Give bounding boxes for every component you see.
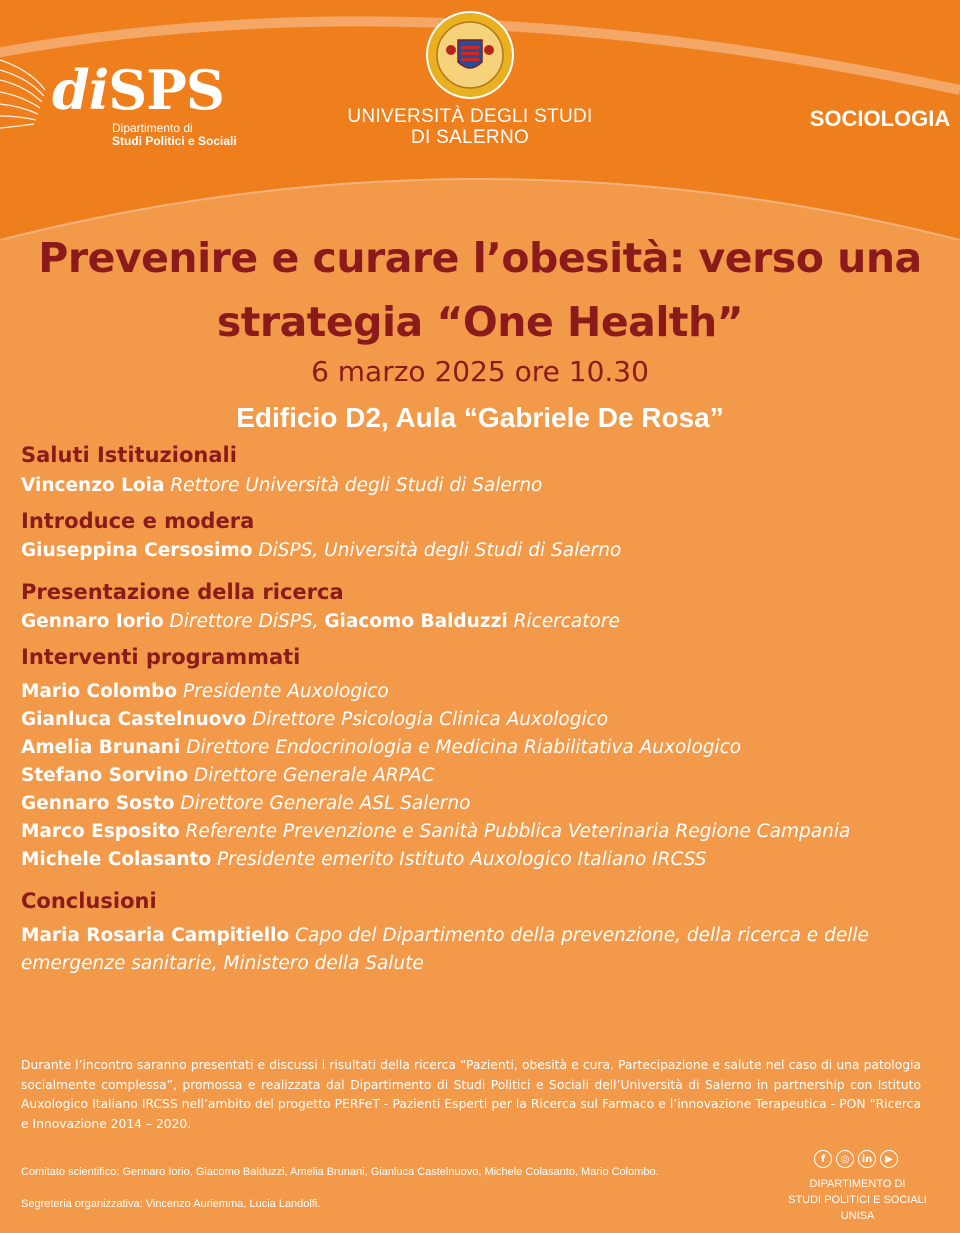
- title-line-1: Prevenire e curare l’obesità: verso una: [38, 234, 922, 282]
- logo-subtitle-1: Dipartimento di: [112, 121, 193, 135]
- conclusioni-line: [21, 925, 869, 946]
- instagram-icon[interactable]: ◎: [836, 1150, 854, 1168]
- dept-line-2: STUDI POLITICI E SOCIALI: [788, 1194, 927, 1206]
- speaker-line: [21, 793, 470, 814]
- logo-sps: SPS: [108, 58, 224, 122]
- speaker-role: Direttore Endocrinologia e Medicina Riabilitativa Auxologico: [186, 737, 742, 758]
- speaker-role: Rettore Università degli Studi di Salerno: [170, 475, 543, 496]
- segreteria-organizzativa: Segreteria organizzativa: Vincenzo Auriemma, Lucia Landolfi.: [21, 1198, 321, 1210]
- research-note: Durante l’incontro saranno presentati e discussi i risultati della ricerca “Pazienti, obesità e cura. Partecipazione e salute nel caso di una patologia socialmente complessa”, promossa e realizzata dal Dipartimento di Studi Politici e Sociali dell’Università di Salerno in partnership con Istituto Auxologico Italiano IRCSS nell’ambito del progetto PERFeT - Pazienti Esperti per la Ricerca sul Farmaco e l’innovazione Terapeutica - PON “Ricerca e Innovazione 2014 – 2020.: [21, 1058, 921, 1131]
- speaker-name: Mario Colombo: [21, 681, 178, 702]
- speaker-role: Referente Prevenzione e Sanità Pubblica Veterinaria Regione Campania: [185, 821, 851, 842]
- speaker-role: Direttore Generale ASL Salerno: [180, 793, 471, 814]
- heading-saluti: Saluti Istituzionali: [21, 443, 237, 467]
- heading-presentazione: Presentazione della ricerca: [21, 580, 344, 604]
- title-line-2: strategia “One Health”: [216, 298, 744, 346]
- speaker-line: [21, 709, 608, 730]
- speaker-role: DiSPS, Università degli Studi di Salerno: [258, 540, 622, 561]
- dept-line-1: DIPARTIMENTO DI: [809, 1178, 906, 1190]
- speaker-name: Gennaro Sosto: [21, 793, 175, 814]
- heading-interventi: Interventi programmati: [21, 645, 301, 669]
- speaker-role: Presidente Auxologico: [182, 681, 389, 702]
- youtube-icon[interactable]: ▶: [880, 1150, 898, 1168]
- speaker-name: Vincenzo Loia: [21, 475, 165, 496]
- speaker-role: Direttore DiSPS,: [169, 611, 319, 632]
- event-date: 6 marzo 2025 ore 10.30: [311, 355, 649, 388]
- speaker-name: Maria Rosaria Campitiello: [21, 925, 290, 946]
- sociologia-label: SOCIOLOGIA: [809, 106, 951, 131]
- speaker-role: Ricercatore: [513, 611, 620, 632]
- speaker-line: [21, 765, 434, 786]
- speaker-role: Direttore Generale ARPAC: [193, 765, 435, 786]
- speaker-line: [21, 849, 707, 870]
- heading-introduce: Introduce e modera: [21, 509, 255, 533]
- university-seal-icon: [425, 10, 515, 100]
- speaker-line: [21, 821, 850, 842]
- event-title: [20, 226, 940, 354]
- conclusioni-line-2: [21, 953, 424, 974]
- logo-subtitle-2: Studi Politici e Sociali: [112, 134, 237, 148]
- speaker-name: Marco Esposito: [21, 821, 180, 842]
- speaker-role: Direttore Psicologia Clinica Auxologico: [252, 709, 609, 730]
- header-banner: [0, 0, 960, 240]
- speaker-role: Capo del Dipartimento della prevenzione, della ricerca e delle: [295, 925, 869, 946]
- presentazione-line: [21, 611, 620, 632]
- speaker-name: Michele Colasanto: [21, 849, 212, 870]
- social-links: [814, 1150, 898, 1168]
- speaker-name: Gennaro Iorio: [21, 611, 164, 632]
- dept-line-3: UNISA: [840, 1210, 875, 1222]
- speaker-name: Stefano Sorvino: [21, 765, 189, 786]
- university-line-1: UNIVERSITÀ DEGLI STUDI: [347, 106, 593, 127]
- speaker-name: Gianluca Castelnuovo: [21, 709, 247, 730]
- speaker-name: Giacomo Balduzzi: [324, 611, 508, 632]
- speaker-name: Giuseppina Cersosimo: [21, 540, 253, 561]
- facebook-icon[interactable]: f: [814, 1150, 832, 1168]
- heading-conclusioni: Conclusioni: [21, 889, 157, 913]
- saluti-line: [21, 475, 542, 496]
- university-line-2: DI SALERNO: [410, 127, 530, 148]
- speaker-line: [21, 681, 389, 702]
- department-footer: [775, 1176, 940, 1224]
- speaker-line: [21, 737, 741, 758]
- linkedin-icon[interactable]: in: [858, 1150, 876, 1168]
- speaker-name: Amelia Brunani: [21, 737, 181, 758]
- university-name: [340, 106, 600, 148]
- event-venue: Edificio D2, Aula “Gabriele De Rosa”: [236, 402, 724, 433]
- speaker-role: Presidente emerito Istituto Auxologico Italiano IRCSS: [217, 849, 707, 870]
- introduce-line: [21, 540, 621, 561]
- logo-di: di: [52, 58, 109, 122]
- disps-logo: [52, 58, 237, 148]
- comitato-scientifico: Comitato scientifico: Gennaro Iorio, Giacomo Balduzzi, Amelia Brunani, Gianluca Castelnuovo, Michele Colasanto, Mario Colombo.: [21, 1166, 659, 1178]
- speaker-role: emergenze sanitarie, Ministero della Salute: [21, 953, 424, 974]
